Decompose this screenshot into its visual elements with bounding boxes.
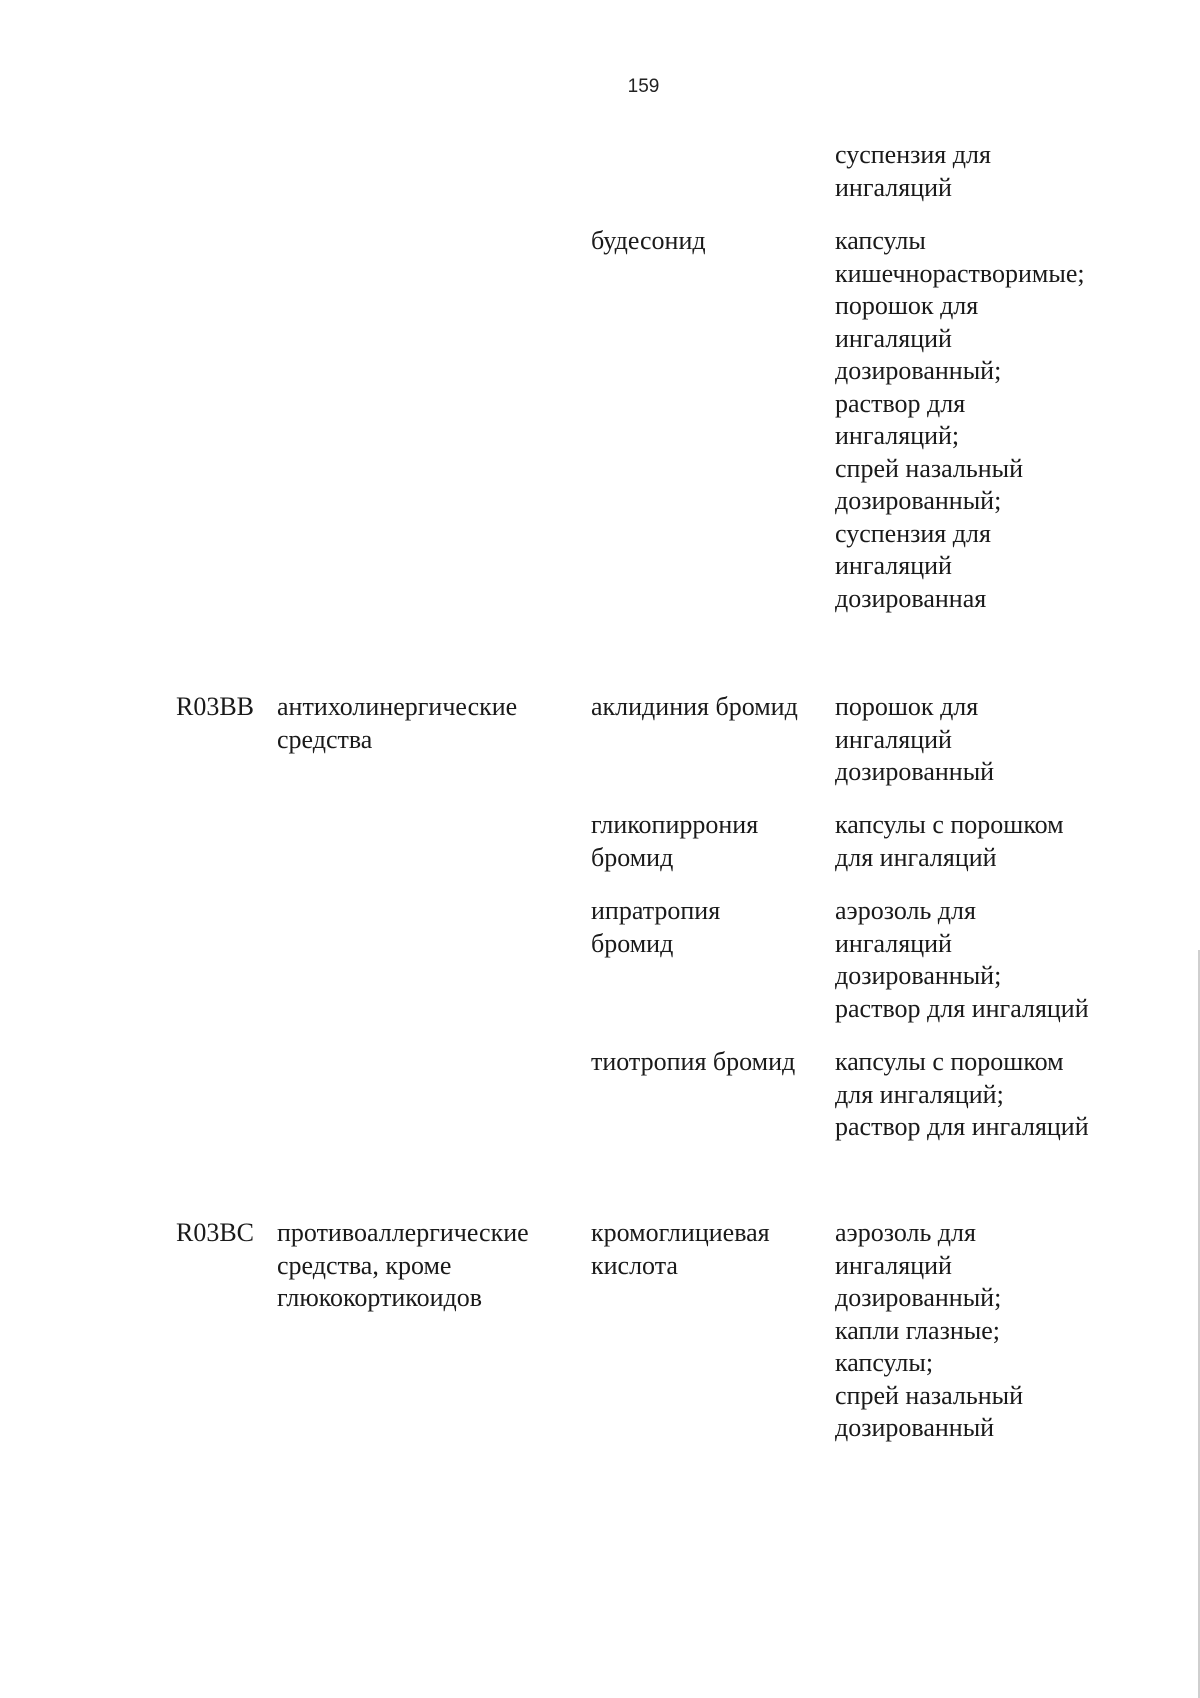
dosage-form-cell: аэрозоль для ингаляций дозированный; капли глазные; капсулы; спрей назальный дозированный — [835, 1218, 1024, 1442]
drug-name-cell: гликопиррония бромид — [591, 810, 759, 872]
atc-code-cell: R03BC — [176, 1218, 255, 1247]
dosage-form-cell: суспензия для ингаляций — [835, 140, 991, 202]
pharmacological-group-cell: противоаллергические средства, кроме глюкокортикоидов — [277, 1218, 529, 1312]
dosage-form-cell: порошок для ингаляций дозированный — [835, 692, 995, 786]
pharmacological-group-cell: антихолинергические средства — [277, 692, 518, 754]
dosage-form-cell: капсулы с порошком для ингаляций — [835, 810, 1064, 872]
drug-name-cell: ипратропия бромид — [591, 896, 721, 958]
page-number: 159 — [627, 76, 660, 97]
dosage-form-cell: аэрозоль для ингаляций дозированный; раствор для ингаляций — [835, 896, 1089, 1023]
drug-name-cell: будесонид — [591, 226, 706, 255]
drug-name-cell: аклидиния бромид — [591, 692, 798, 721]
drug-name-cell: кромоглициевая кислота — [591, 1218, 770, 1280]
dosage-form-cell: капсулы кишечнорастворимые; порошок для ингаляций дозированный; раствор для ингаляций; спрей назальный дозированный; суспензия для ингаляций дозированная — [835, 226, 1085, 613]
dosage-form-cell: капсулы с порошком для ингаляций; раствор для ингаляций — [835, 1047, 1089, 1141]
atc-code-cell: R03BB — [176, 692, 255, 721]
drug-name-cell: тиотропия бромид — [591, 1047, 796, 1076]
